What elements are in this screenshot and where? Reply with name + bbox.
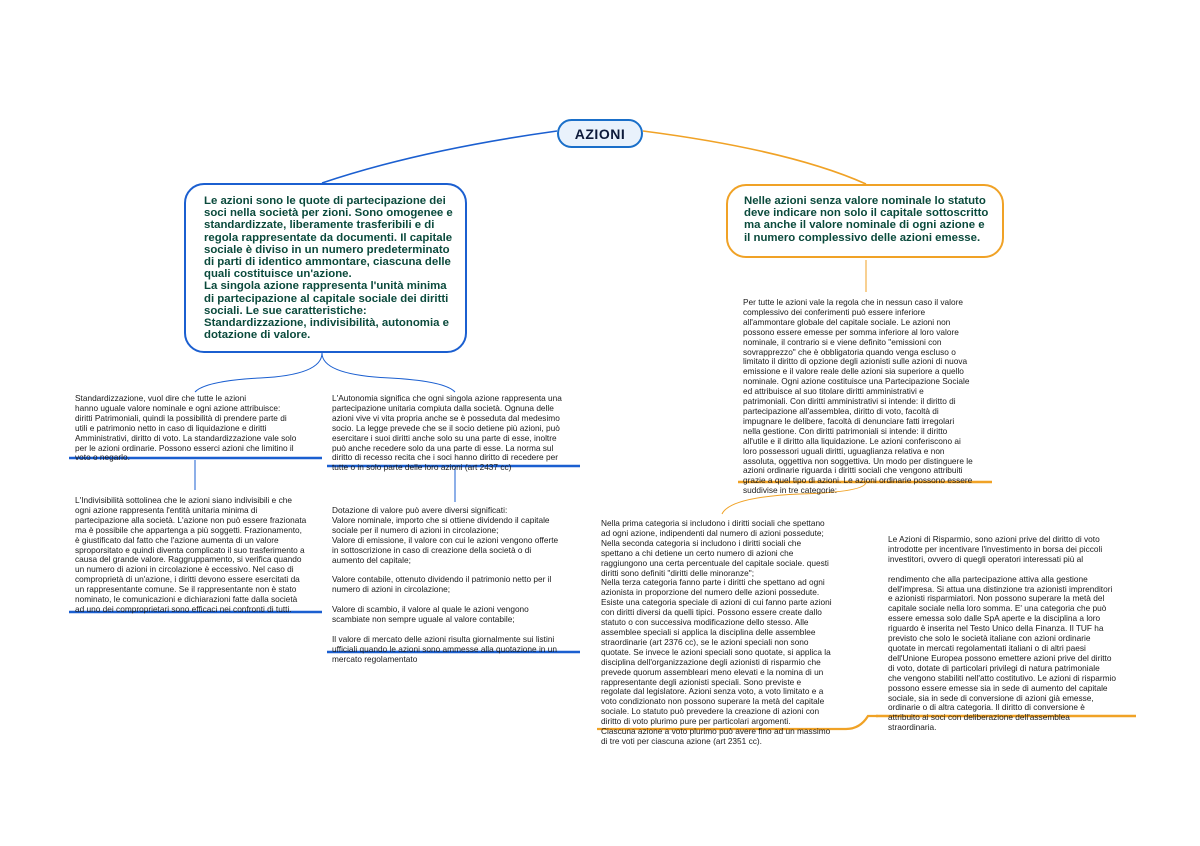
- connector-left-branch-b: [322, 353, 455, 392]
- connector-left-branch-a: [195, 353, 322, 392]
- connector-root-left: [322, 131, 557, 183]
- note-standardizzazione: Standardizzazione, vuol dire che tutte le azioni hanno uguale valore nominale e ogni azione attribuisce: diritti Patrimoniali, quindi la possibilità di prendere parte di utili e patrimonio netto in caso di liquidazione e diritti Amministrativi, diritto di voto. La standardizzazione vale solo per le azioni ordinarie. Possono esserci azioni che limitino il voto o negarlo.: [75, 393, 297, 463]
- note-autonomia: L'Autonomia significa che ogni singola azione rappresenta una partecipazione unitaria compiuta dalla società. Ognuna delle azioni vive vi vita propria anche se è posseduta dal medesimo socio. La legge prevede che se il socio detiene più azioni, può esercitare i suoi diritti anche solo su una parte di esse, inoltre può anche recedere solo da una parte di esse. La norma sul diritto di recesso recita che i soci hanno diritto di recedere per tutte o in solo parte delle loro azioni (art 2437 cc): [332, 393, 562, 473]
- topic-definizione-azioni[interactable]: Le azioni sono le quote di partecipazione dei soci nella società per zioni. Sono omogenee e standardizzate, liberamente trasferibili e di regola rappresentate da documenti. Il capitale sociale è diviso in un numero predeterminato di parti di identico ammontare, ciascuna delle quali costituisce un'azione. La singola azione rappresenta l'unità minima di partecipazione al capitale sociale dei diritti sociali. Le sue caratteristiche: Standardizzazione, indivisibilità, autonomia e dotazione di valore.: [184, 183, 467, 353]
- note-regola-conferimenti: Per tutte le azioni vale la regola che in nessun caso il valore complessivo dei conferimenti può essere inferiore all'ammontare globale del capitale sociale. Le azioni non possono essere emesse per somma inferiore al loro valore nominale, il contrario si e viene definito "emissioni con sovrapprezzo" che è obbligatoria quando venga escluso o limitato il diritto di opzione degli azionisti sulle azioni di nuova emissione e il valore reale delle azioni sia superiore a quello nominale. Ogni azione costituisce una Partecipazione Sociale ed attribuisce al suo titolare diritti amministrativi e patrimoniali. Con diritti amministrativi si intende: il diritto di partecipazione all'assemblea, diritto di voto, facoltà di impugnare le delibere, facoltà di denunciare fatti irregolari nella gestione. Con diritti patrimoniali si intende: il diritto all'utile e il diritto alla liquidazione. Le azioni conferiscono ai loro possessori uguali diritti, uguaglianza relativa e non assoluta, oggettiva non soggettiva. Un modo per distinguere le azioni ordinarie riguarda i diritti sociali che vengono attribuiti grazie a quel tipo di azioni. Le azioni ordinarie possono essere suddivise in tre categorie:: [743, 297, 973, 496]
- note-dotazione-valore: Dotazione di valore può avere diversi significati: Valore nominale, importo che si ottiene dividendo il capitale sociale per il numero di azioni in circolazione; Valore di emissione, il valore con cui le azioni vengono offerte in sottoscrizione in caso di creazione della società o di aumento del capitale; Valore contabile, ottenuto dividendo il patrimonio netto per il numero di azioni in circolazione; Valore di scambio, il valore al quale le azioni vengono scambiate non sempre uguale al valore contabile; Il valore di mercato delle azioni risulta giornalmente sui listini ufficiali quando le azioni sono ammesse alla quotazione in un mercato regolamentato: [332, 505, 559, 664]
- note-categorie-azioni: Nella prima categoria si includono i diritti sociali che spettano ad ogni azione, indipendenti dal numero di azioni possedute; Nella seconda categoria si includono i diritti sociali che spettano a chi detiene un certo numero di azioni che raggiungono una certa percentuale del capitale sociale. questi diritti sono definiti "diritti delle minoranze"; Nella terza categoria fanno parte i diritti che spettano ad ogni azionista in proporzione del numero delle azioni possedute. Esiste una categoria speciale di azioni di cui fanno parte azioni con diritti diversi da quelli tipici. Possono essere create dallo statuto o con successiva modificazione dello stesso. Alle assemblee speciali si applica la disciplina delle assemblee straordinarie (art 2376 cc), se le azioni speciali non sono quotate. Se invece le azioni speciali sono quotate, si applica la disciplina dell'organizzazione degli azionisti di risparmio che prevede quorum assembleari meno elevati e la nomina di un rappresentante degli azionisti speciali. Sono previste e regolate dal legislatore. Azioni senza voto, a voto limitato e a voto condizionato non possono superare la metà del capitale sociale. Lo statuto può prevedere la creazione di azioni con diritto di voto plurimo pure per particolari argomenti. Ciascuna azione a voto plurimo può avere fino ad un massimo di tre voti per ciascuna azione (art 2351 cc).: [601, 518, 832, 746]
- connector-root-right: [643, 131, 866, 184]
- root-node-azioni[interactable]: AZIONI: [557, 119, 643, 148]
- note-indivisibilita: L'Indivisibilità sottolinea che le azioni siano indivisibili e che ogni azione rappresenta l'entità unitaria minima di partecipazione alla società. L'azione non può essere frazionata ma è possibile che appartenga a più soggetti. Frazionamento, è giustificato dal fatto che l'azione aumenta di un valore sproporsitato e quindi diventa complicato il suo trasferimento a causa del grande valore. Raggruppamento, si verifica quando un numero di azioni in circolazione è eccessivo. Nel caso di comproprietà di un'azione, i diritti devono essere esercitati da un rappresentante comune. Se il rappresentante non è stato nominato, le comunicazioni e dichiarazioni fatte dalla società ad uno dei comproprietari sono efficaci nei confronti di tutti.: [75, 495, 307, 614]
- topic-azioni-senza-valore-nominale[interactable]: Nelle azioni senza valore nominale lo statuto deve indicare non solo il capitale sottoscritto ma anche il valore nominale di ogni azione e il numero complessivo delle azioni emesse.: [726, 184, 1004, 258]
- note-azioni-risparmio: Le Azioni di Risparmio, sono azioni prive del diritto di voto introdotte per incentivare l'investimento in borsa dei piccoli investitori, ovvero di quegli operatori interessati più al rendimento che alla partecipazione attiva alla gestione dell'impresa. Si attua una distinzione tra azionisti imprenditori e azionisti risparmiatori. Non possono superare la metà del capitale sociale nella loro somma. E' una categoria che può essere emessa solo dalle SpA aperte e la disciplina a loro riguardo è inserita nel Testo Unico della Finanza. Il TUF ha previsto che solo le società italiane con azioni ordinarie quotate in mercati regolamentati italiani o di altri paesi dell'Unione Europea possono emettere azioni prive del diritto di voto, dotate di particolari privilegi di natura patrimoniale che vengono stabiliti nell'atto costitutivo. Le azioni di risparmio possono essere emesse sia in sede di aumento del capitale sociale, sia in sede di conversione di azioni già emesse, ordinarie o di altra categoria. Il diritto di conversione è attribuito ai soci con deliberazione dell'assemblea straordinaria.: [888, 534, 1117, 733]
